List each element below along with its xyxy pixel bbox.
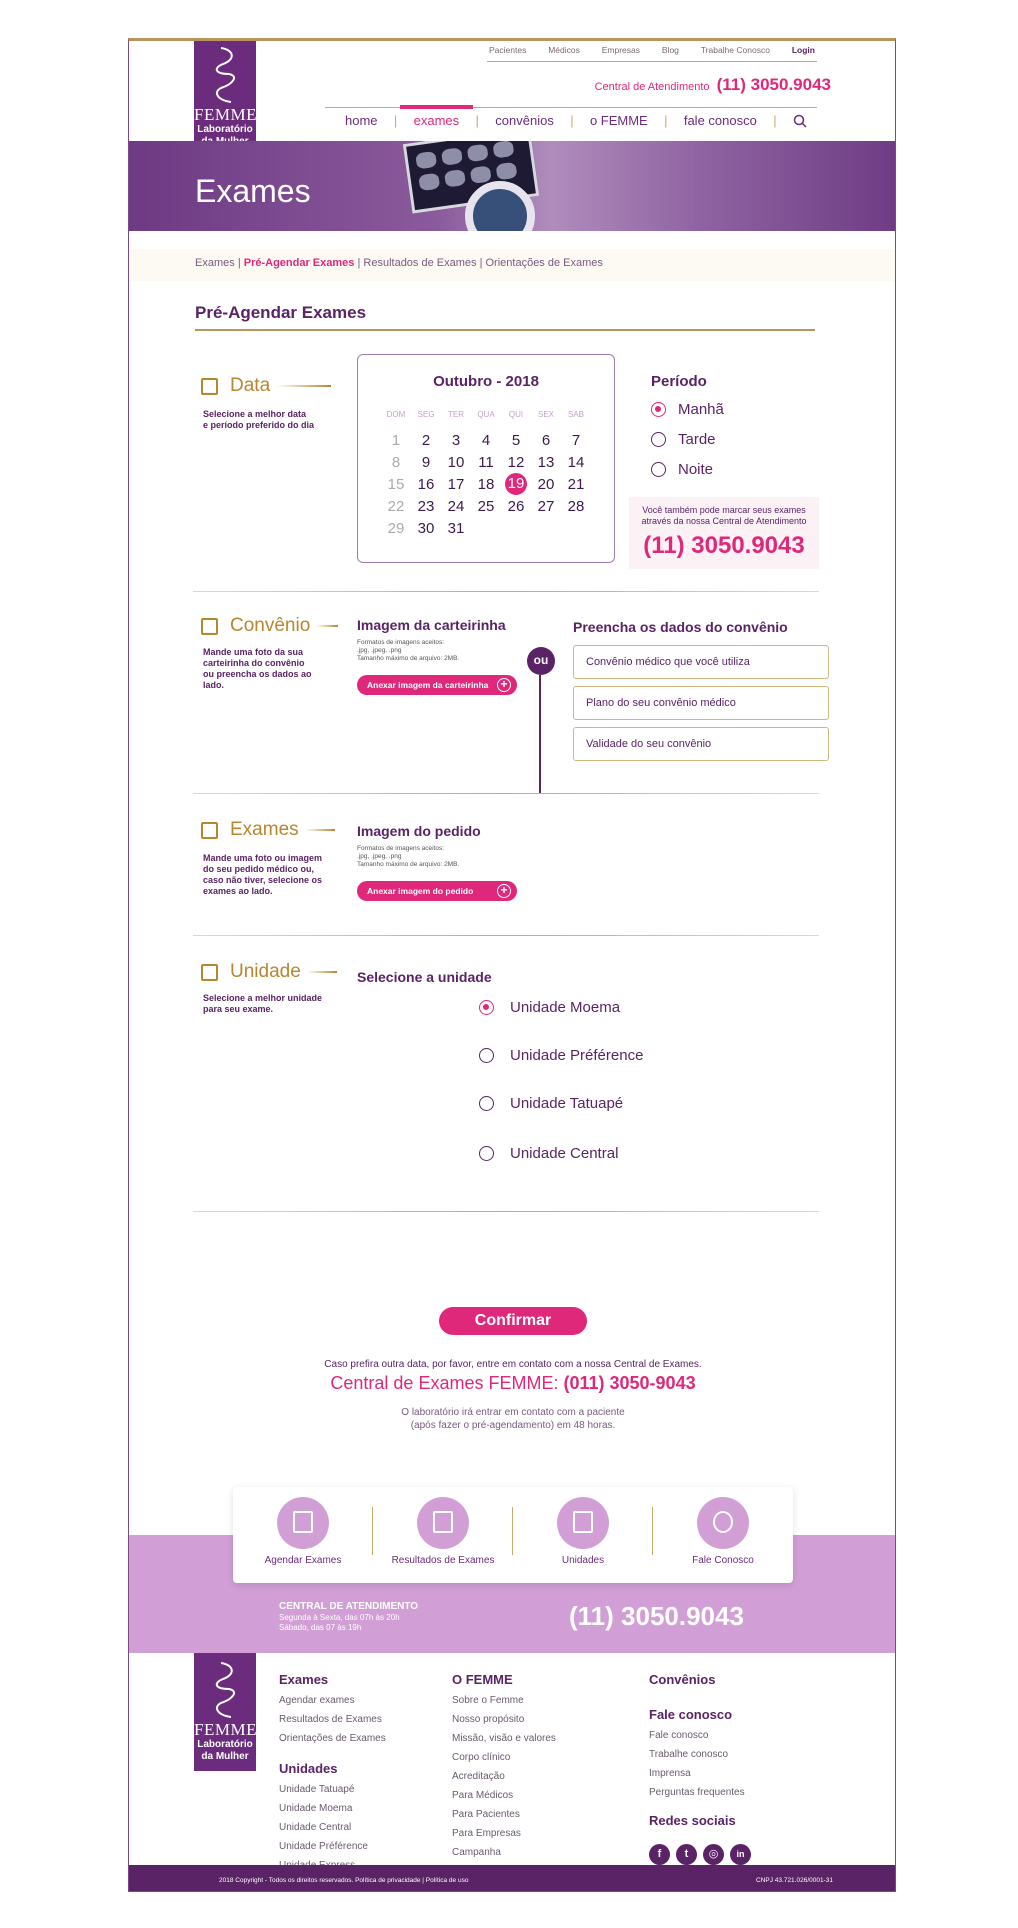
calendar-icon [201, 378, 218, 395]
building-icon [557, 1497, 609, 1549]
formats-line: .jpg, .jpeg, .png [357, 647, 402, 654]
attach-carteirinha-button[interactable] [357, 675, 517, 695]
radio-icon[interactable] [651, 462, 666, 477]
hours-line: Segunda à Sexta, das 07h às 20h [279, 1613, 400, 1622]
calendar-day[interactable]: 14 [567, 453, 585, 471]
chat-bubble-icon [697, 1497, 749, 1549]
quick-link-label: Agendar Exames [264, 1555, 342, 1566]
footer-col-convenios [649, 1671, 745, 1832]
radio-label: Unidade Tatuapé [510, 1095, 624, 1112]
footer-logo[interactable] [194, 1653, 256, 1771]
calendar-day[interactable]: 7 [571, 431, 581, 449]
data-section-title [201, 375, 331, 397]
call-phone[interactable]: (11) 3050.9043 [643, 532, 805, 559]
calendar-grid [358, 429, 614, 539]
call-line: através da nossa Central de Atendimento [641, 516, 807, 526]
title-line [305, 829, 335, 831]
logo[interactable] [194, 38, 256, 154]
top-link-empresas[interactable]: Empresas [601, 45, 641, 55]
top-link-blog[interactable]: Blog [661, 45, 679, 55]
desc-line: exames ao lado. [203, 886, 273, 896]
desc-line: do seu pedido médico ou, [203, 864, 315, 874]
radio-icon[interactable] [651, 432, 666, 447]
desc-line: Mande uma foto da sua [203, 647, 304, 657]
calendar-day[interactable]: 30 [417, 519, 435, 537]
top-links [487, 45, 817, 62]
footer-heading[interactable]: Convênios [649, 1672, 716, 1687]
search-icon[interactable] [793, 114, 807, 128]
divider [193, 935, 819, 936]
crumb-exames[interactable]: Exames [195, 257, 235, 269]
footer-link[interactable]: Corpo clínico [452, 1752, 511, 1763]
crumb-resultados[interactable]: Resultados de Exames [363, 257, 477, 269]
building-icon [201, 964, 218, 981]
calendar-day[interactable]: 4 [481, 431, 491, 449]
calendar-week [358, 429, 614, 451]
periodo-option-tarde[interactable] [651, 431, 716, 448]
weekday: QUI [508, 410, 524, 419]
page-heading: Exames [195, 173, 311, 209]
logo-swirl-icon [207, 1659, 243, 1721]
formats-line: Formatos de imagens aceitos: [357, 639, 445, 646]
convenio-desc [203, 647, 333, 691]
unidade-desc [203, 993, 333, 1015]
radio-label: Unidade Central [510, 1145, 619, 1162]
desc-line: para seu exame. [203, 1004, 274, 1014]
formats-line: Tamanho máximo de arquivo: 2MB. [357, 655, 460, 662]
calendar-day[interactable]: 29 [387, 519, 405, 537]
footer-link[interactable]: Acreditação [452, 1771, 505, 1782]
footer-phone[interactable]: (11) 3050.9043 [569, 1601, 744, 1631]
unit-option-preference[interactable] [479, 1047, 643, 1064]
calendar-day[interactable]: 15 [387, 475, 405, 493]
desc-line: e período preferido do dia [203, 420, 315, 430]
breadcrumb [129, 249, 896, 281]
nav-fale-conosco[interactable]: fale conosco [683, 113, 757, 128]
top-link-pacientes[interactable]: Pacientes [489, 45, 527, 55]
weekday: SAB [567, 410, 584, 419]
document-icon [417, 1497, 469, 1549]
calendar-day[interactable]: 11 [478, 453, 494, 471]
page-frame [128, 38, 896, 1892]
calendar-day[interactable]: 24 [447, 497, 465, 515]
footer-link[interactable]: Agendar exames [279, 1695, 355, 1706]
calendar-week [358, 451, 614, 473]
login-link[interactable]: Login [791, 45, 815, 55]
calendar-day[interactable]: 1 [391, 431, 401, 449]
nav-home[interactable]: home [345, 113, 378, 128]
twitter-icon[interactable]: t [676, 1844, 697, 1865]
hero-banner [129, 141, 896, 231]
logo-swirl-icon [207, 44, 243, 106]
calendar-week [358, 517, 614, 539]
desc-line: Selecione a melhor unidade [203, 993, 323, 1003]
or-badge: ou [527, 647, 555, 675]
crumb-sep: | [357, 257, 361, 269]
calendar-day[interactable]: 6 [541, 431, 551, 449]
footer-link[interactable]: Sobre o Femme [452, 1695, 524, 1706]
periodo-title: Período [651, 373, 707, 390]
call-line: Você também pode marcar seus exames [642, 505, 806, 515]
central-atendimento [595, 75, 831, 95]
formats-line: .jpg, .jpeg, .png [357, 853, 402, 860]
calendar-day[interactable]: 12 [507, 453, 525, 471]
central-label: Central de Atendimento [594, 81, 710, 93]
radio-label: Unidade Moema [510, 999, 621, 1016]
footer-link[interactable]: Perguntas frequentes [649, 1787, 745, 1798]
periodo-option-manha[interactable] [651, 401, 724, 418]
weekday: DOM [386, 410, 406, 419]
plus-icon: + [497, 884, 511, 898]
top-link-trabalhe[interactable]: Trabalhe Conosco [700, 45, 770, 55]
confirm-button[interactable]: Confirmar [439, 1307, 587, 1335]
copyright-text: 2018 Copyright - Todos os direitos reservados. Política de privacidade | Política de uso [219, 1877, 469, 1884]
calendar-day[interactable]: 17 [447, 475, 465, 493]
radio-label: Manhã [678, 401, 724, 418]
weekday: SEX [537, 410, 554, 419]
logo-sub: Laboratório [197, 1739, 253, 1750]
quick-link-resultados[interactable] [373, 1487, 513, 1583]
footer-link[interactable]: Unidade Central [279, 1822, 352, 1833]
desc-line: ou preencha os dados ao lado. [203, 669, 312, 690]
radio-icon[interactable] [479, 1096, 494, 1111]
footer-heading: O FEMME [452, 1672, 513, 1687]
logo-sub: Laboratório [197, 124, 253, 135]
crumb-sep: | [237, 257, 241, 269]
calendar [357, 354, 615, 563]
weekday: SEG [417, 410, 435, 419]
calendar-day[interactable]: 22 [387, 497, 405, 515]
pedido-title: Imagem do pedido [357, 823, 481, 839]
footer-link[interactable]: Campanha [452, 1847, 501, 1858]
calendar-day[interactable]: 25 [477, 497, 495, 515]
central-exames [129, 1373, 896, 1394]
quick-link-label: Unidades [561, 1555, 605, 1566]
call-box [629, 497, 819, 569]
data-title: Data [230, 375, 271, 396]
section-title: Pré-Agendar Exames [195, 303, 815, 331]
fill-title: Preencha os dados do convênio [573, 619, 788, 635]
footer-link[interactable]: Unidade Tatuapé [279, 1784, 355, 1795]
calendar-day[interactable]: 31 [447, 519, 465, 537]
radio-selected-icon[interactable] [479, 1000, 494, 1015]
calendar-day[interactable]: 27 [537, 497, 555, 515]
calendar-day[interactable]: 23 [417, 497, 435, 515]
button-label: Anexar imagem da carteirinha [367, 680, 489, 690]
radio-selected-icon[interactable] [651, 402, 666, 417]
main-nav [325, 107, 817, 133]
weekday: TER [448, 410, 464, 419]
quick-link-agendar[interactable] [233, 1487, 373, 1583]
radio-label: Unidade Préférence [510, 1047, 644, 1064]
radio-icon[interactable] [479, 1146, 494, 1161]
calendar-day[interactable]: 26 [507, 497, 525, 515]
calendar-day[interactable]: 3 [451, 431, 461, 449]
calendar-day-selected[interactable]: 19 [505, 473, 527, 495]
calendar-day[interactable]: 8 [391, 453, 401, 471]
carteirinha-title: Imagem da carteirinha [357, 617, 506, 633]
quick-link-label: Fale Conosco [692, 1555, 754, 1566]
confirm-note: Caso prefira outra data, por favor, entre em contato com a nossa Central de Exames. [324, 1359, 702, 1370]
calendar-day[interactable]: 18 [477, 475, 495, 493]
quick-link-unidades[interactable] [513, 1487, 653, 1583]
unit-option-tatuape[interactable] [479, 1095, 623, 1112]
plano-field[interactable]: Plano do seu convênio médico [573, 686, 829, 720]
logo-sub: da Mulher [201, 1751, 249, 1762]
footer-heading: Redes sociais [649, 1813, 736, 1828]
formats-line: Formatos de imagens aceitos: [357, 845, 445, 852]
nav-separator: | [393, 113, 398, 128]
exames-section-title [201, 819, 335, 841]
logo-brand: FEMME [194, 105, 257, 124]
nav-separator: | [664, 113, 668, 128]
radio-label: Tarde [678, 431, 716, 448]
formats-info [357, 639, 459, 663]
nav-ofemme[interactable]: o FEMME [589, 113, 648, 128]
calendar-icon [277, 1497, 329, 1549]
nav-separator: | [773, 113, 777, 128]
divider [193, 1211, 819, 1212]
footer-col-ofemme [452, 1671, 556, 1862]
logo-brand: FEMME [194, 1720, 257, 1739]
confirm-info: O laboratório irá entrar em contato com a paciente [401, 1407, 625, 1418]
footer-link[interactable]: Para Médicos [452, 1790, 514, 1801]
top-link-medicos[interactable]: Médicos [548, 45, 580, 55]
convenio-field[interactable]: Convênio médico que você utiliza [573, 645, 829, 679]
linkedin-icon[interactable]: in [730, 1844, 751, 1865]
crumb-orientacoes[interactable]: Orientações de Exames [485, 257, 603, 269]
cnpj-text: CNPJ 43.721.026/0001-31 [756, 1877, 833, 1884]
footer-link[interactable]: Para Pacientes [452, 1809, 520, 1820]
calendar-day[interactable]: 2 [421, 431, 431, 449]
button-label: Anexar imagem do pedido [367, 886, 474, 896]
footer-link[interactable]: Orientações de Exames [279, 1733, 386, 1744]
crumb-sep: | [479, 257, 483, 269]
instagram-icon[interactable]: ◎ [703, 1844, 724, 1865]
calendar-day[interactable]: 10 [447, 453, 465, 471]
plus-icon: + [497, 678, 511, 692]
nav-exames[interactable]: exames [413, 113, 460, 128]
calendar-week [358, 495, 614, 517]
facebook-icon[interactable]: f [649, 1844, 670, 1865]
document-icon [201, 822, 218, 839]
or-line [539, 675, 541, 793]
calendar-day[interactable]: 13 [537, 453, 555, 471]
calendar-week [358, 473, 614, 495]
radio-label: Noite [678, 461, 714, 478]
central-exames-phone[interactable]: (011) 3050-9043 [563, 1373, 696, 1393]
copyright-bar [129, 1865, 896, 1892]
convenio-section-title [201, 615, 338, 637]
footer-link[interactable]: Para Empresas [452, 1828, 521, 1839]
calendar-day[interactable]: 21 [567, 475, 585, 493]
footer-col-exames [279, 1671, 386, 1875]
central-exames-label: Central de Exames FEMME: [330, 1373, 559, 1393]
exames-desc [203, 853, 333, 897]
formats-line: Tamanho máximo de arquivo: 2MB. [357, 861, 460, 868]
confirm-info: (após fazer o pré-agendamento) em 48 horas. [410, 1420, 616, 1431]
social-icons [649, 1844, 757, 1865]
hours-line: Sábado, das 07 às 19h [279, 1623, 362, 1632]
unit-option-moema[interactable] [479, 999, 620, 1016]
desc-line: carteirinha do convênio [203, 658, 305, 668]
footer-link[interactable]: Resultados de Exames [279, 1714, 382, 1725]
calendar-day[interactable]: 20 [537, 475, 555, 493]
divider [193, 793, 819, 794]
footer-link[interactable]: Unidade Moema [279, 1803, 353, 1814]
calendar-day[interactable]: 16 [417, 475, 435, 493]
convenio-title: Convênio [230, 615, 311, 636]
footer-link[interactable]: Unidade Préférence [279, 1841, 368, 1852]
quick-links [233, 1487, 793, 1583]
title-line [316, 625, 338, 627]
unidade-section-title [201, 961, 337, 983]
footer-hours [279, 1613, 400, 1633]
footer-link[interactable]: Nosso propósito [452, 1714, 525, 1725]
footer-heading: Unidades [279, 1761, 338, 1776]
footer-heading: Fale conosco [649, 1707, 733, 1722]
footer-link[interactable]: Missão, visão e valores [452, 1733, 556, 1744]
data-desc [203, 409, 333, 431]
select-unidade-title: Selecione a unidade [357, 969, 492, 985]
attach-pedido-button[interactable] [357, 881, 517, 901]
footer-central-title: CENTRAL DE ATENDIMENTO [279, 1601, 419, 1612]
desc-line: caso não tiver, selecione os [203, 875, 323, 885]
calendar-day[interactable]: 9 [421, 453, 431, 471]
calendar-weekdays [358, 410, 614, 419]
desc-line: Selecione a melhor data [203, 409, 307, 419]
desc-line: Mande uma foto ou imagem [203, 853, 323, 863]
crumb-pre-agendar[interactable]: Pré-Agendar Exames [243, 257, 355, 269]
footer-link[interactable]: Fale conosco [649, 1730, 709, 1741]
card-icon [201, 618, 218, 635]
title-line [276, 385, 331, 387]
central-phone[interactable]: (11) 3050.9043 [716, 75, 831, 94]
divider [193, 591, 819, 592]
nav-separator: | [570, 113, 574, 128]
calendar-month: Outubro - 2018 [433, 373, 539, 390]
quick-link-fale[interactable] [653, 1487, 793, 1583]
periodo-option-noite[interactable] [651, 461, 713, 478]
title-line [307, 971, 337, 973]
unit-option-central[interactable] [479, 1145, 618, 1162]
weekday: QUA [477, 410, 495, 419]
nav-separator: | [475, 113, 479, 128]
exames-title: Exames [230, 819, 299, 840]
calendar-day[interactable]: 5 [511, 431, 521, 449]
formats-info [357, 845, 459, 869]
radio-icon[interactable] [479, 1048, 494, 1063]
calendar-day[interactable]: 28 [567, 497, 585, 515]
unidade-title: Unidade [230, 961, 301, 982]
footer-heading: Exames [279, 1672, 329, 1687]
footer-link[interactable]: Trabalhe conosco [649, 1749, 729, 1760]
footer-link[interactable]: Imprensa [649, 1768, 691, 1779]
quick-link-label: Resultados de Exames [391, 1555, 495, 1566]
nav-convenios[interactable]: convênios [495, 113, 554, 128]
validade-field[interactable]: Validade do seu convênio [573, 727, 829, 761]
